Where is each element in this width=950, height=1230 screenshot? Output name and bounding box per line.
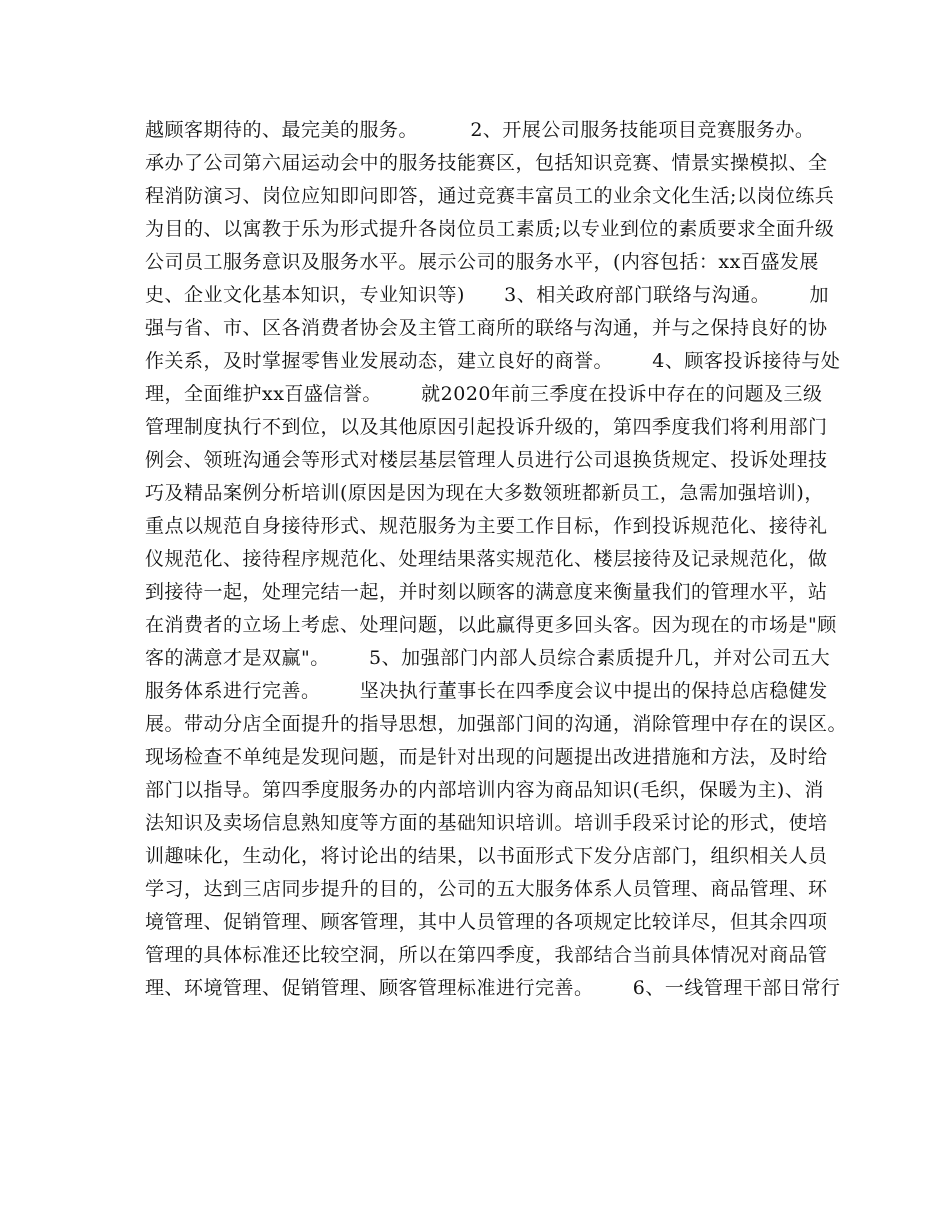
text-line: 承办了公司第六届运动会中的服务技能赛区，包括知识竞赛、情景实操模拟、全 xyxy=(145,152,828,174)
text-line: 现场检查不单纯是发现问题，而是针对出现的问题提出改进措施和方法，及时给 xyxy=(145,746,828,768)
text-line: 服务体系进行完善。 坚决执行董事长在四季度会议中提出的保持总店稳健发 xyxy=(145,680,828,702)
text-line: 公司员工服务意识及服务水平。展示公司的服务水平，(内容包括：xx百盛发展 xyxy=(145,251,819,273)
text-line: 客的满意才是双赢"。 5、加强部门内部人员综合素质提升几，并对公司五大 xyxy=(145,647,831,669)
text-line: 例会、领班沟通会等形式对楼层基层管理人员进行公司退换货规定、投诉处理技 xyxy=(145,449,828,471)
text-line: 管理制度执行不到位，以及其他原因引起投诉升级的，第四季度我们将利用部门 xyxy=(145,416,828,438)
text-line: 训趣味化，生动化，将讨论出的结果，以书面形式下发分店部门，组织相关人员 xyxy=(145,845,828,867)
text-line: 越顾客期待的、最完美的服务。 2、开展公司服务技能项目竞赛服务办。 xyxy=(145,119,815,141)
text-line: 仪规范化、接待程序规范化、处理结果落实规范化、楼层接待及记录规范化，做 xyxy=(145,548,828,570)
text-line: 到接待一起，处理完结一起，并时刻以顾客的满意度来衡量我们的管理水平，站 xyxy=(145,581,828,603)
text-line: 学习，达到三店同步提升的目的，公司的五大服务体系人员管理、商品管理、环 xyxy=(145,878,828,900)
text-line: 为目的、以寓教于乐为形式提升各岗位员工素质;以专业到位的素质要求全面升级 xyxy=(145,218,835,240)
text-line: 理，全面维护xx百盛信誉。 就2020年前三季度在投诉中存在的问题及三级 xyxy=(145,383,823,405)
text-line: 强与省、市、区各消费者协会及主管工商所的联络与沟通，并与之保持良好的协 xyxy=(145,317,828,339)
text-line: 在消费者的立场上考虑、处理问题，以此赢得更多回头客。因为现在的市场是"顾 xyxy=(145,614,837,636)
text-line: 展。带动分店全面提升的指导思想，加强部门间的沟通，消除管理中存在的误区。 xyxy=(145,713,848,735)
text-line: 程消防演习、岗位应知即问即答，通过竞赛丰富员工的业余文化生活;以岗位练兵 xyxy=(145,185,835,207)
text-line: 境管理、促销管理、顾客管理，其中人员管理的各项规定比较详尽，但其余四项 xyxy=(145,911,828,933)
body-text xyxy=(145,114,848,1005)
text-line: 史、企业文化基本知识，专业知识等) 3、相关政府部门联络与沟通。 加 xyxy=(145,284,829,306)
text-line: 法知识及卖场信息熟知度等方面的基础知识培训。培训手段采讨论的形式，使培 xyxy=(145,812,828,834)
text-line: 巧及精品案例分析培训(原因是因为现在大多数领班都新员工，急需加强培训)， xyxy=(145,482,824,504)
text-line: 作关系，及时掌握零售业发展动态，建立良好的商誉。 4、顾客投诉接待与处 xyxy=(145,350,841,372)
text-line: 管理的具体标准还比较空洞，所以在第四季度，我部结合当前具体情况对商品管 xyxy=(145,944,828,966)
text-line: 理、环境管理、促销管理、顾客管理标准进行完善。 6、一线管理干部日常行 xyxy=(145,977,841,999)
text-line: 重点以规范自身接待形式、规范服务为主要工作目标，作到投诉规范化、接待礼 xyxy=(145,515,828,537)
text-line: 部门以指导。第四季度服务办的内部培训内容为商品知识(毛织，保暖为主)、消 xyxy=(145,779,824,801)
